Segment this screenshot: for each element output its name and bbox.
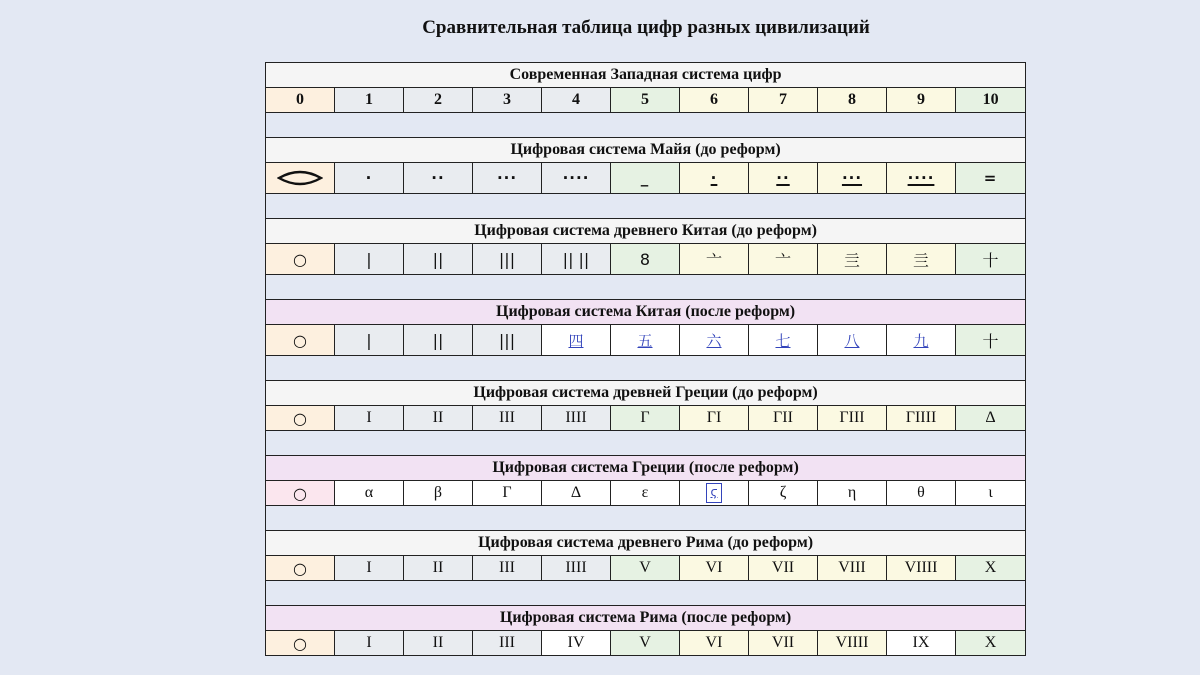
numeral-cell: 10 [956,88,1026,113]
numeral-cell: VI [680,631,749,656]
numeral-cell: | [335,325,404,356]
numeral-cell: 2 [404,88,473,113]
numeral-cell: ○ [266,481,335,506]
numeral-cell: IIII [542,406,611,431]
numeral-cell: III [473,631,542,656]
numeral-link[interactable]: 九 [913,331,929,350]
numeral-cell: 7 [749,88,818,113]
spacer-cell [266,506,1026,531]
numeral-row [266,556,1026,581]
numeral-cell: ζ [749,481,818,506]
numeral-link[interactable]: ϛ [706,483,722,503]
numeral-cell: II [404,406,473,431]
numeral-cell: Δ [956,406,1026,431]
numeral-cell: ○ [266,631,335,656]
spacer-row [266,275,1026,300]
numeral-link[interactable]: 七 [775,331,791,350]
numeral-row [266,88,1026,113]
numeral-row [266,325,1026,356]
numeral-cell: VIIII [818,631,887,656]
numeral-cell: ○ [266,244,335,275]
numeral-cell: · [335,163,404,194]
numeral-cell: | [335,244,404,275]
numeral-cell: ○ [266,556,335,581]
numeral-link[interactable]: 六 [706,331,722,350]
numeral-cell: V [611,556,680,581]
page-title: Сравнительная таблица цифр разных цивилизаций [422,17,870,38]
numeral-cell: VII [749,631,818,656]
section-heading: Цифровая система Китая (после реформ) [266,300,1026,325]
numeral-cell: 9 [887,88,956,113]
numeral-link-cell[interactable] [749,325,818,356]
spacer-cell [266,113,1026,138]
spacer-row [266,431,1026,456]
numeral-cell: 亠 [749,244,818,275]
section-heading: Цифровая система древнего Китая (до реформ) [266,219,1026,244]
section-heading-row [266,531,1026,556]
numeral-cell: V [611,631,680,656]
numeral-link-cell[interactable] [680,325,749,356]
numeral-cell: ΓΙ [680,406,749,431]
numeral-comparison-table [265,62,1026,656]
numeral-cell: ○ [266,406,335,431]
numeral-cell: 十 [956,325,1026,356]
numeral-cell: ○ [266,325,335,356]
numeral-cell: X [956,556,1026,581]
section-heading: Цифровая система Рима (после реформ) [266,606,1026,631]
spacer-row [266,581,1026,606]
numeral-cell: ΓΙΙΙ [818,406,887,431]
spacer-row [266,113,1026,138]
numeral-cell: 6 [680,88,749,113]
numeral-cell: 亠 [680,244,749,275]
section-heading: Цифровая система Майя (до реформ) [266,138,1026,163]
numeral-row [266,244,1026,275]
section-heading: Цифровая система Греции (после реформ) [266,456,1026,481]
numeral-cell: IV [542,631,611,656]
numeral-cell: 亖 [887,244,956,275]
spacer-cell [266,581,1026,606]
numeral-cell: I [335,556,404,581]
numeral-cell: ·· [749,163,818,194]
numeral-row [266,631,1026,656]
spacer-row [266,194,1026,219]
numeral-cell: II [404,631,473,656]
numeral-cell: ||| [473,244,542,275]
spacer-cell [266,431,1026,456]
numeral-cell: III [473,406,542,431]
section-heading: Цифровая система древней Греции (до реформ) [266,381,1026,406]
numeral-link[interactable]: 五 [637,331,653,350]
numeral-cell: ε [611,481,680,506]
maya-shell-zero-icon [266,163,335,194]
section-heading: Современная Западная система цифр [266,63,1026,88]
numeral-cell: 0 [266,88,335,113]
spacer-row [266,356,1026,381]
numeral-cell: VIIII [887,556,956,581]
spacer-row [266,506,1026,531]
numeral-cell: || || [542,244,611,275]
numeral-cell: ·· [404,163,473,194]
numeral-cell: X [956,631,1026,656]
numeral-cell: 十 [956,244,1026,275]
numeral-cell: β [404,481,473,506]
numeral-cell: ··· [818,163,887,194]
numeral-cell: Δ [542,481,611,506]
section-heading-row [266,606,1026,631]
numeral-cell: I [335,406,404,431]
numeral-cell: ···· [542,163,611,194]
numeral-cell: VII [749,556,818,581]
numeral-row [266,406,1026,431]
numeral-cell: _ [611,163,680,194]
numeral-cell: 3 [473,88,542,113]
numeral-cell: Γ [611,406,680,431]
numeral-cell: 1 [335,88,404,113]
numeral-link-cell[interactable] [887,325,956,356]
numeral-cell: ι [956,481,1026,506]
numeral-cell: 5 [611,88,680,113]
numeral-cell: ··· [473,163,542,194]
numeral-cell: I [335,631,404,656]
numeral-cell: Γ [473,481,542,506]
numeral-cell: || [404,325,473,356]
numeral-cell: || [404,244,473,275]
spacer-cell [266,356,1026,381]
numeral-cell: θ [887,481,956,506]
numeral-cell: IX [887,631,956,656]
numeral-link-cell[interactable] [542,325,611,356]
numeral-cell: ΓΙΙΙΙ [887,406,956,431]
section-heading-row [266,300,1026,325]
section-heading-row [266,219,1026,244]
numeral-link-cell[interactable] [611,325,680,356]
numeral-cell: ···· [887,163,956,194]
numeral-link-cell[interactable] [680,481,749,506]
numeral-link-cell[interactable] [818,325,887,356]
numeral-cell: η [818,481,887,506]
numeral-cell: 8 [818,88,887,113]
section-heading: Цифровая система древнего Рима (до реформ) [266,531,1026,556]
section-heading-row [266,456,1026,481]
numeral-cell: IIII [542,556,611,581]
numeral-link[interactable]: 八 [844,331,860,350]
numeral-cell: 4 [542,88,611,113]
spacer-cell [266,275,1026,300]
numeral-cell: ΓΙΙ [749,406,818,431]
numeral-cell: α [335,481,404,506]
spacer-cell [266,194,1026,219]
numeral-cell: 亖 [818,244,887,275]
numeral-cell: III [473,556,542,581]
numeral-link[interactable]: 四 [568,331,584,350]
numeral-cell: VIII [818,556,887,581]
numeral-row [266,481,1026,506]
numeral-cell: · [680,163,749,194]
numeral-cell: ||| [473,325,542,356]
section-heading-row [266,63,1026,88]
section-heading-row [266,381,1026,406]
numeral-cell: 8 [611,244,680,275]
numeral-cell: VI [680,556,749,581]
section-heading-row [266,138,1026,163]
numeral-cell: II [404,556,473,581]
numeral-cell: = [956,163,1026,194]
numeral-row [266,163,1026,194]
